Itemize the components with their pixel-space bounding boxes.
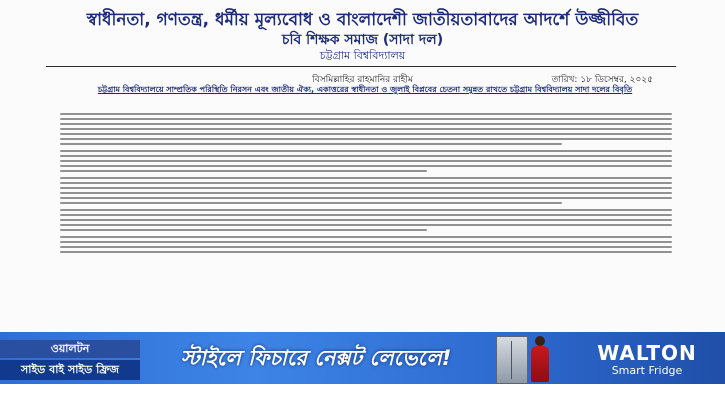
ad-product-label <box>0 340 140 380</box>
body-paragraph <box>60 209 672 231</box>
body-paragraph <box>60 177 672 204</box>
body-paragraph <box>60 236 672 253</box>
ad-brand-bangla: ওয়ালটন <box>0 340 140 358</box>
brand-name: WALTON <box>597 341 697 365</box>
body-paragraph <box>60 113 672 145</box>
bismillah-text: বিসমিল্লাহির রাহমানির রাহীম <box>312 75 413 85</box>
page-footer-space <box>0 384 725 407</box>
brand-product: Smart Fridge <box>611 364 683 377</box>
heading-organization-name: চবি শিক্ষক সমাজ (সাদা দল) <box>281 32 444 48</box>
walton-ad-banner[interactable] <box>0 332 725 384</box>
document-body <box>60 110 672 258</box>
heading-organization-motto: স্বাধীনতা, গণতন্ত্র, ধর্মীয় মূল্যবোধ ও বাংলাদেশী জাতীয়তাবাদের আদর্শে উজ্জীবিত <box>86 10 639 30</box>
ad-tagline: স্টাইলে ফিচারে নেক্সট লেভেলে! <box>180 346 452 370</box>
ad-product-bangla: সাইড বাই সাইড ফ্রিজ <box>0 360 140 380</box>
header-divider <box>46 66 676 67</box>
model-image <box>526 334 554 382</box>
document-date: তারিখ: ১৮ ডিসেম্বর, ২০২৫ <box>551 75 653 85</box>
heading-university: চট্টগ্রাম বিশ্ববিদ্যালয় <box>319 49 406 62</box>
body-paragraph <box>60 150 672 172</box>
document-subject: চট্টগ্রাম বিশ্ববিদ্যালয়ে সাম্প্রতিক পরিস্থিতি নিরসন এবং জাতীয় ঐক্য, একাত্তরের স্বাধীনতা ও জুলাই বিপ্লবের চেতনা সমুন্নত রাখতে চট্টগ্রাম বিশ্ববিদ্যালয় সাদা দলের বিবৃতি <box>97 85 633 94</box>
walton-logo <box>572 342 722 378</box>
fridge-image <box>496 336 528 384</box>
